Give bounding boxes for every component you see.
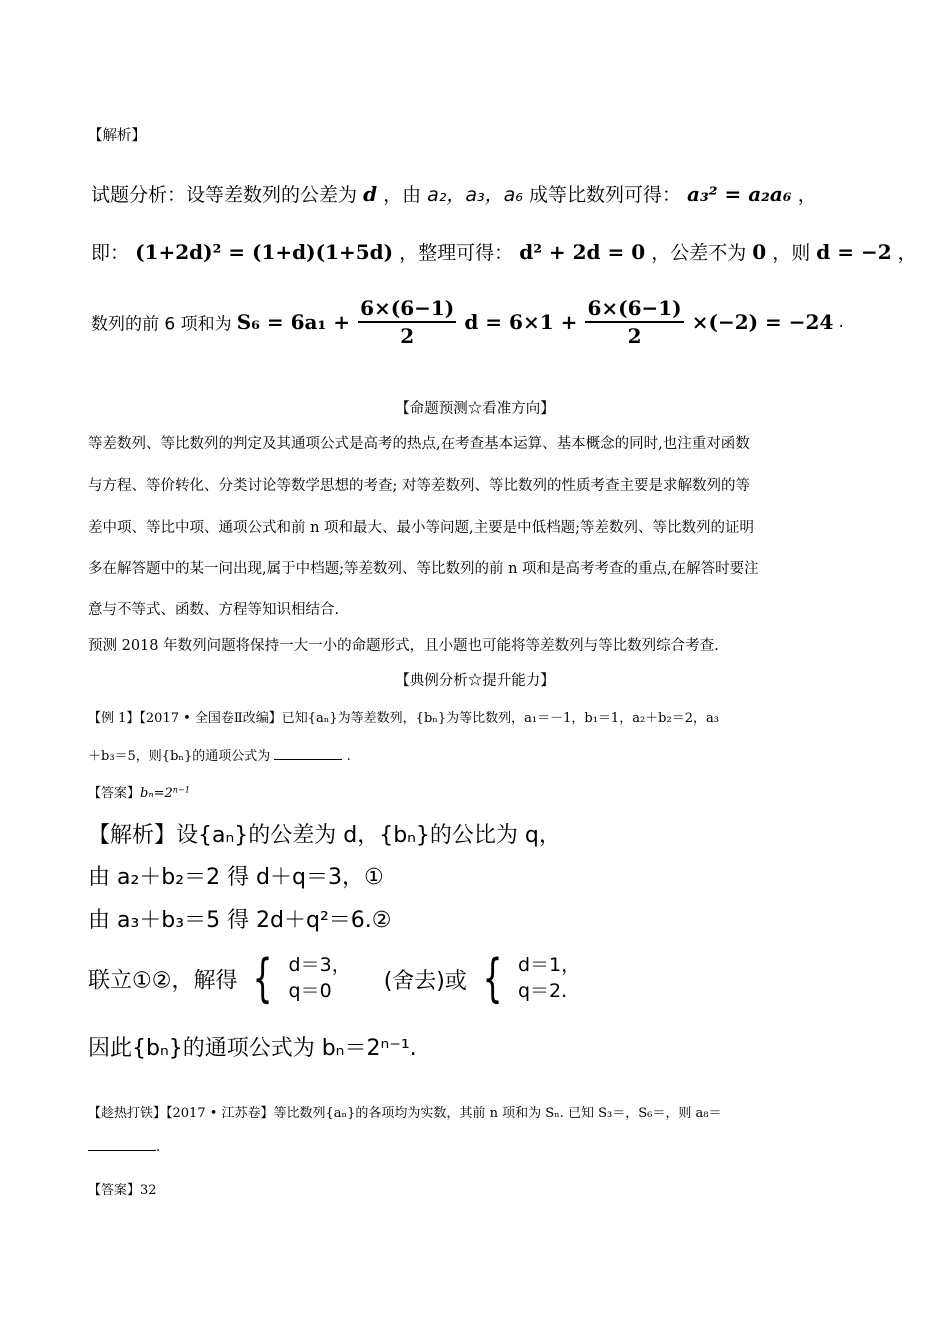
fraction: [585, 296, 683, 348]
solution-text: 联立①②，解得: [88, 968, 238, 994]
solution-text: 试题分析：设等差数列的公差为: [91, 184, 358, 206]
example-header: 【典例分析☆提升能力】: [395, 673, 555, 689]
predict-paragraph-line: 与方程、等价转化、分类讨论等数学思想的考查; 对等差数列、等比数列的性质考查主要是求解数列的等: [88, 478, 750, 494]
math-equation: (1+2d)² = (1+d)(1+5d): [135, 240, 394, 264]
solution-2-line-3: 由 a₃＋b₃＝5 得 2d＋q²＝6.②: [88, 908, 392, 933]
math-equation: S₆ = 6a₁ +: [236, 310, 350, 334]
fraction-numerator: 6×(6−1): [358, 296, 456, 323]
math-zero: 0: [752, 240, 767, 264]
solution-text: ，: [897, 242, 917, 264]
case-system-2: [518, 953, 580, 1004]
example-2-text: .: [156, 1140, 161, 1155]
fraction-numerator: 6×(6−1): [585, 296, 683, 323]
predict-paragraph-line: 意与不等式、函数、方程等知识相结合.: [88, 602, 340, 618]
solution-text: ，则: [772, 242, 811, 264]
fraction-denominator: 2: [627, 324, 642, 348]
math-equation: d² + 2d = 0: [519, 240, 646, 264]
solution-text: 数列的前 6 项和为: [91, 314, 232, 335]
case-line: q＝2.: [517, 980, 568, 1002]
answer-1: [88, 782, 190, 801]
solution-text: 即：: [91, 242, 130, 264]
solution-text: ，: [797, 184, 817, 206]
example-2-line-2: [88, 1140, 160, 1155]
predict-header: 【命题预测☆看准方向】: [395, 401, 555, 417]
answer-blank: [274, 758, 342, 760]
solution-line-2: [91, 238, 917, 265]
solution-text: ，整理可得：: [399, 242, 514, 264]
solution-text: ，公差不为: [651, 242, 747, 264]
solution-text: (舍去)或: [383, 968, 467, 994]
solution-2-line-2: 由 a₂＋b₂＝2 得 d＋q＝3，①: [88, 865, 384, 890]
math-terms: a₂，a₃，a₆: [427, 184, 523, 206]
example-2-line-1: 【趁热打铁】【2017 • 江苏卷】等比数列{aₙ}的各项均为实数，其前 n 项和为 Sₙ. 已知 S₃＝，S₆＝，则 a₈＝: [88, 1106, 722, 1121]
math-equation: d = −2: [816, 240, 892, 264]
jiexi-header: 【解析】: [88, 128, 146, 144]
case-system-1: [289, 953, 351, 1004]
answer-exponent: n−1: [172, 785, 190, 795]
case-line: q＝0: [288, 980, 332, 1002]
solution-text: .: [838, 312, 844, 332]
math-equation: a₃² = a₂a₆: [687, 182, 792, 206]
solution-text: 成等比数列可得：: [528, 184, 681, 206]
answer-blank: [88, 1149, 156, 1151]
predict-2018: 预测 2018 年数列问题将保持一大一小的命题形式，且小题也可能将等差数列与等比数列综合考查.: [88, 638, 719, 654]
fraction: [358, 296, 456, 348]
example-1-line-2: [88, 745, 351, 764]
math-equation: d = 6×1 +: [464, 310, 578, 334]
predict-paragraph-line: 等差数列、等比数列的判定及其通项公式是高考的热点,在考查基本运算、基本概念的同时,也注重对函数: [88, 436, 750, 452]
solution-2-line-1: 【解析】设{aₙ}的公差为 d，{bₙ}的公比为 q，: [88, 823, 561, 848]
left-brace: {: [482, 949, 503, 1009]
math-equation: ×(−2) = −24: [691, 310, 834, 334]
case-line: d＝3，: [288, 954, 351, 977]
math-d: d: [363, 182, 378, 206]
answer-2: 【答案】32: [88, 1183, 157, 1198]
left-brace: {: [253, 949, 273, 1009]
fraction-denominator: 2: [400, 324, 415, 348]
example-1-line-1: 【例 1】【2017 • 全国卷Ⅱ改编】已知{aₙ}为等差数列，{bₙ}为等比数列，a₁＝－1，b₁＝1，a₂＋b₂＝2，a₃: [88, 711, 719, 726]
solution-2-line-5: 因此{bₙ}的通项公式为 bₙ＝2ⁿ⁻¹.: [88, 1036, 417, 1061]
predict-paragraph-line: 差中项、等比中项、通项公式和前 n 项和最大、最小等问题,主要是中低档题;等差数列、等比数列的证明: [88, 520, 755, 536]
answer-label: 【答案】: [88, 786, 141, 801]
solution-2-line-4: [88, 949, 581, 1009]
solution-line-3: [91, 296, 844, 348]
predict-paragraph-line: 多在解答题中的某一问出现,属于中档题;等差数列、等比数列的前 n 项和是高考考查的重点,在解答时要注: [88, 561, 759, 577]
answer-value: bₙ=2: [140, 786, 173, 801]
example-1-text: .: [346, 749, 351, 764]
solution-line-1: [91, 180, 817, 207]
case-line: d＝1，: [517, 954, 581, 977]
solution-text: ，由: [383, 184, 422, 206]
example-1-text: ＋b₃＝5，则{bₙ}的通项公式为: [88, 749, 271, 764]
